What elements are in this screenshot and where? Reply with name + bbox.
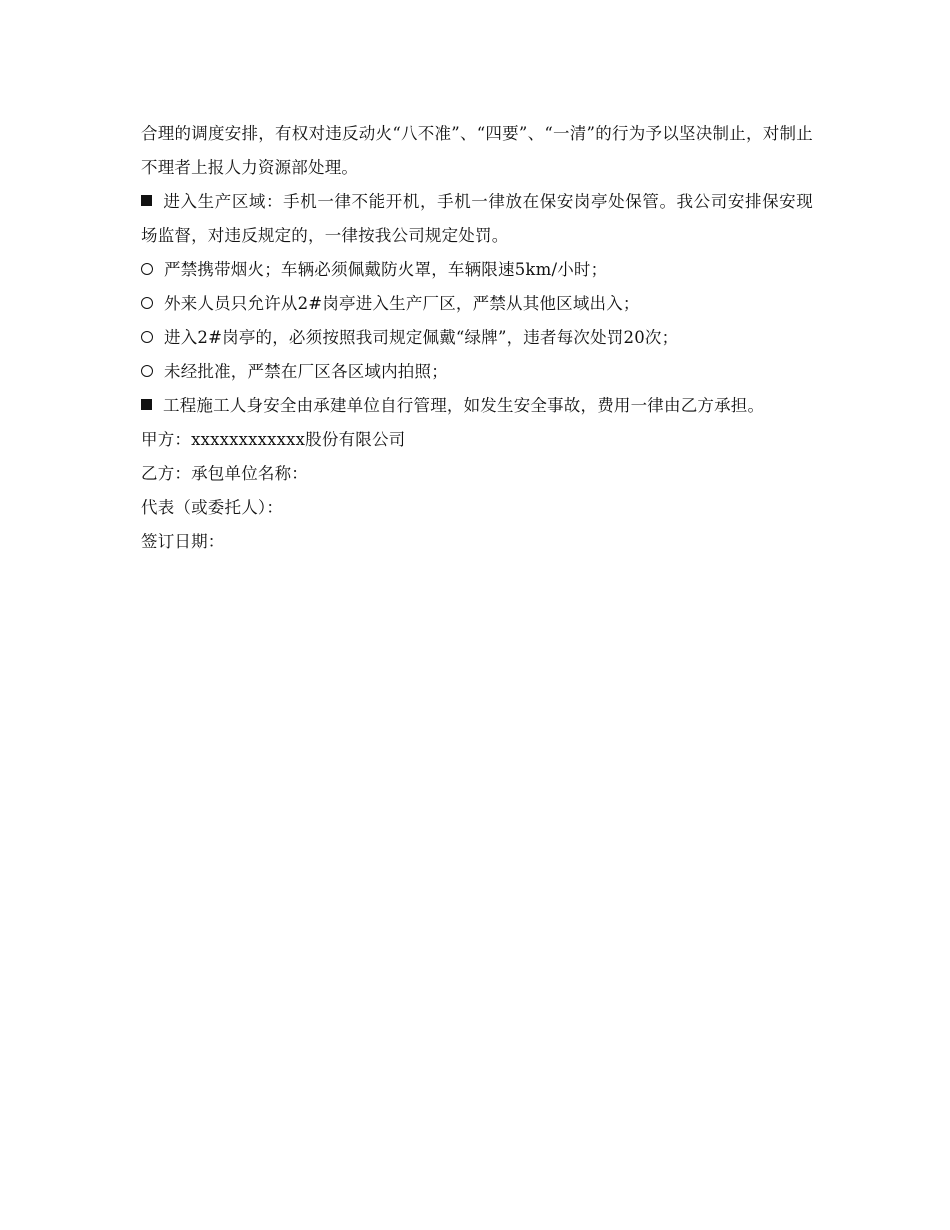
paragraph-text: 合理的调度安排，有权对违反动火“八不准”、“四要”、“一清”的行为予以坚决制止，对制止不理者上报人力资源部处理。 xyxy=(141,124,813,177)
circle-bullet-icon xyxy=(141,263,153,275)
paragraph-dispatch-authority xyxy=(141,117,813,185)
rule-no-photography xyxy=(141,355,813,389)
paragraph-text: 进入生产区域：手机一律不能开机，手机一律放在保安岗亭处保管。我公司安排保安现场监督，对违反规定的，一律按我公司规定处罚。 xyxy=(141,192,813,245)
circle-bullet-icon xyxy=(141,365,153,377)
circle-bullet-icon xyxy=(141,297,153,309)
rule-green-badge xyxy=(141,321,813,355)
rule-entry-gate xyxy=(141,287,813,321)
rule-text: 外来人员只允许从2#岗亭进入生产厂区，严禁从其他区域出入； xyxy=(164,294,640,313)
sign-date-line: 签订日期： xyxy=(141,532,225,551)
circle-bullet-icon xyxy=(141,331,153,343)
square-bullet-icon xyxy=(141,195,152,206)
rule-no-fire-speed-limit xyxy=(141,253,813,287)
party-a-line: 甲方：xxxxxxxxxxxx股份有限公司 xyxy=(141,430,406,449)
paragraph-construction-safety xyxy=(141,389,813,423)
rule-text: 进入2#岗亭的，必须按照我司规定佩戴“绿牌”，违者每次处罚20次； xyxy=(164,328,679,347)
square-bullet-icon xyxy=(141,399,152,410)
party-b-line: 乙方：承包单位名称： xyxy=(141,464,308,483)
document-body xyxy=(141,117,813,559)
rule-text: 严禁携带烟火；车辆必须佩戴防火罩，车辆限速5km/小时； xyxy=(164,260,608,279)
representative-line: 代表（或委托人）： xyxy=(141,498,284,517)
paragraph-production-area-rule xyxy=(141,185,813,253)
rule-text: 未经批准，严禁在厂区各区域内拍照； xyxy=(164,362,448,381)
paragraph-text: 工程施工人身安全由承建单位自行管理，如发生安全事故，费用一律由乙方承担。 xyxy=(163,396,765,415)
